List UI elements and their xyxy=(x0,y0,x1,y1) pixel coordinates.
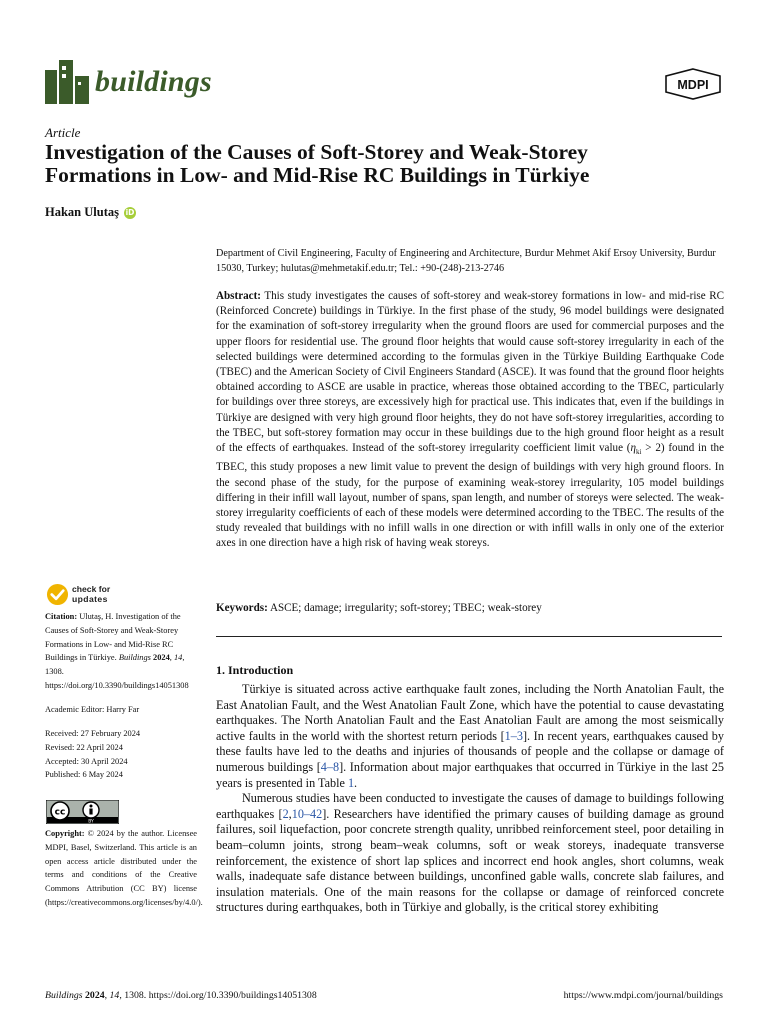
footer-year: 2024 xyxy=(85,990,105,1001)
text-run: , xyxy=(288,806,292,821)
paragraph xyxy=(216,682,724,791)
text-run: Türkiye is situated across active earthquake fault zones, including the North Anatolian Fault, the East Anatolian Fault, and the West Anatolian Fault Zone, which have the potential to cause devastating earthquakes. The North Anatolian Fault and the East Anatolian Fault are among the most seismically active faults in the world with the shortest return periods [ xyxy=(216,682,724,743)
article-type: Article xyxy=(45,125,81,140)
abstract-text-cont: > 2) found in the TBEC, this study proposes a new limit value to prevent the design of buildings with very high ground floors. In the second phase of the study, for the purpose of examining weak-storey irregularity, 105 model buildings differing in their infill wall layout, number of spans, span length, and number of storeys were selected. The weak-storey irregularity coefficients of each of these models were determined according to the TBEC. The results of the study revealed that buildings with no infill walls in one direction or with infill walls in only one of the exterior axes in one direction have a high risk of having weak storeys. xyxy=(216,442,725,550)
cc-by-license-badge[interactable] xyxy=(46,800,119,824)
date-published: Published: 6 May 2024 xyxy=(45,770,123,780)
citation-year: 2024 xyxy=(153,653,170,663)
title-line: Formations in Low- and Mid-Rise RC Buildings in Türkiye xyxy=(45,163,590,187)
date-received: Received: 27 February 2024 xyxy=(45,729,141,738)
citation-link[interactable]: 1–3 xyxy=(504,728,523,743)
check-updates-line1: check for xyxy=(72,584,111,594)
orcid-icon[interactable]: iD xyxy=(125,207,135,217)
text-run: Numerous studies have been conducted to investigate the causes of damage to buildings following earthquakes [ xyxy=(216,791,724,821)
paragraph xyxy=(216,791,724,916)
footer-journal-url[interactable]: https://www.mdpi.com/journal/buildings xyxy=(563,990,723,1001)
footer-journal: Buildings xyxy=(45,990,83,1001)
abstract-text: This study investigates the causes of soft-storey and weak-storey formations in low- and mid-rise RC (Reinforced Concrete) buildings in Türkiye. In the first phase of the study, 96 model buildings were designated for the examination of soft-storey irregularity when the ground floors are used for commercial purposes and the upper floors for residential use. The ground floor heights that would cause soft-storey irregularity in each of the selected buildings were determined according to the formulas given in the Türkiye Building Earthquake Code (TBEC) and the American Society of Civil Engineers Standard (ASCE). It was found that the ground floor heights obtained according to ASCE are usable in practice, whereas those obtained according to the TBEC, particularly for buildings over three storeys, are excessively high for practical use. This indicates that, even if the buildings in Türkiye are designed with very high ground floor heights, they do not have soft-storey irregularities, according to the TBEC, but soft-storey formation may occur in these buildings due to the high ground floor height as a result of the effects of earthquakes. Instead of the soft-storey irregularity coefficient limit value ( xyxy=(216,290,724,455)
divider xyxy=(216,636,722,637)
check-updates-icon xyxy=(46,583,69,606)
journal-name: buildings xyxy=(95,65,212,98)
cc-icon: cc xyxy=(54,807,66,818)
abstract-label: Abstract: xyxy=(216,290,261,302)
keywords-text: ASCE; damage; irregularity; soft-storey; TBEC; weak-storey xyxy=(269,602,542,614)
keywords xyxy=(216,602,724,614)
attribution-icon xyxy=(89,809,92,815)
citation-volume: 14 xyxy=(173,653,183,663)
text-run: ]. In recent years, earthquakes caused by these faults have led to the deaths and injuries of thousands of people and the collapse or damage of numerous buildings [ xyxy=(216,728,724,774)
table-link[interactable]: 1 xyxy=(347,775,355,790)
academic-editor: Academic Editor: Harry Far xyxy=(45,705,140,714)
mdpi-logo[interactable] xyxy=(663,68,723,100)
copyright-text: © 2024 by the author. Licensee MDPI, Basel, Switzerland. This article is an open access article distributed under the terms and conditions of the Creative Commons Attribution (CC BY) license (https://creativecommons.org/licenses/by/4.0/). xyxy=(45,829,203,907)
footer-citation: Buildings 2024, 14, 1308. https://doi.org/10.3390/buildings14051308 xyxy=(45,990,317,1001)
copyright-block xyxy=(45,827,203,910)
affiliation: Department of Civil Engineering, Faculty of Engineering and Architecture, Burdur Mehmet Akif Ersoy University, Burdur 15030, Turkey; hulutas@mehmetakif.edu.tr; Tel.: +90-(248)-213-2746 xyxy=(216,248,716,274)
citation-text: Ulutaş, H. Investigation of the Causes of Soft-Storey and Weak-Storey Formations in Low- and Mid-Rise RC Buildings in Türkiye. xyxy=(45,612,181,663)
publication-dates xyxy=(45,727,197,782)
publisher-name: MDPI xyxy=(677,78,709,92)
journal-logo[interactable] xyxy=(45,60,212,104)
citation-label: Citation: xyxy=(45,612,78,621)
date-accepted: Accepted: 30 April 2024 xyxy=(45,756,128,766)
title-line: Investigation of the Causes of Soft-Storey and Weak-Storey xyxy=(45,140,588,164)
section-heading-introduction: 1. Introduction xyxy=(216,663,294,677)
citation-link[interactable]: 4–8 xyxy=(320,759,340,774)
citation-block xyxy=(45,610,197,693)
check-updates-label xyxy=(72,585,110,604)
footer-doi[interactable]: , 1308. https://doi.org/10.3390/buildings14051308 xyxy=(119,990,317,1001)
citation-sep: , xyxy=(169,653,174,663)
citation-link[interactable]: 2 xyxy=(282,806,289,821)
abstract xyxy=(216,289,724,552)
eta-symbol: η xyxy=(630,442,637,455)
check-for-updates-button[interactable] xyxy=(46,583,110,606)
buildings-logo-icon xyxy=(45,60,89,104)
citation-link[interactable]: 10–42 xyxy=(291,806,323,821)
citation-journal: Buildings xyxy=(118,653,151,663)
eta-subscript: ki xyxy=(636,448,642,457)
author-line xyxy=(45,205,136,220)
keywords-label: Keywords: xyxy=(216,602,268,614)
check-updates-line2: updates xyxy=(72,593,108,604)
text-run: . xyxy=(354,775,358,790)
footer-volume: 14 xyxy=(109,990,120,1001)
article-title xyxy=(45,141,725,187)
author-name[interactable]: Hakan Ulutaş xyxy=(45,205,119,219)
text-run: ]. Information about major earthquakes that occurred in Türkiye in the last 25 years is presented in Table xyxy=(216,759,724,790)
journal-header xyxy=(45,60,723,104)
by-label: BY xyxy=(88,819,94,824)
introduction-body xyxy=(216,682,724,916)
text-run: ]. Researchers have identified the primary causes of building damage as ground failures, soil liquefaction, poor concrete strength quality, unribbed reinforcement steel, poor detailing in beam–column joints, strong beam–weak columns, soft or weak storeys, inadequate transverse reinforcement, the existence of short lap splices and incorrect end hook angles, short columns, weak walls, inadequate safe distance between buildings, unconfined gable walls, concrete slab failures, and insulation materials. One of the main reasons for the collapse or damage of reinforced concrete structures during earthquakes, both in Türkiye and globally, is the critical storey exhibiting xyxy=(216,806,724,915)
citation-doi[interactable]: , 1308. https://doi.org/10.3390/buildings14051308 xyxy=(45,653,189,690)
copyright-label: Copyright: xyxy=(45,829,85,838)
date-revised: Revised: 22 April 2024 xyxy=(45,742,123,752)
